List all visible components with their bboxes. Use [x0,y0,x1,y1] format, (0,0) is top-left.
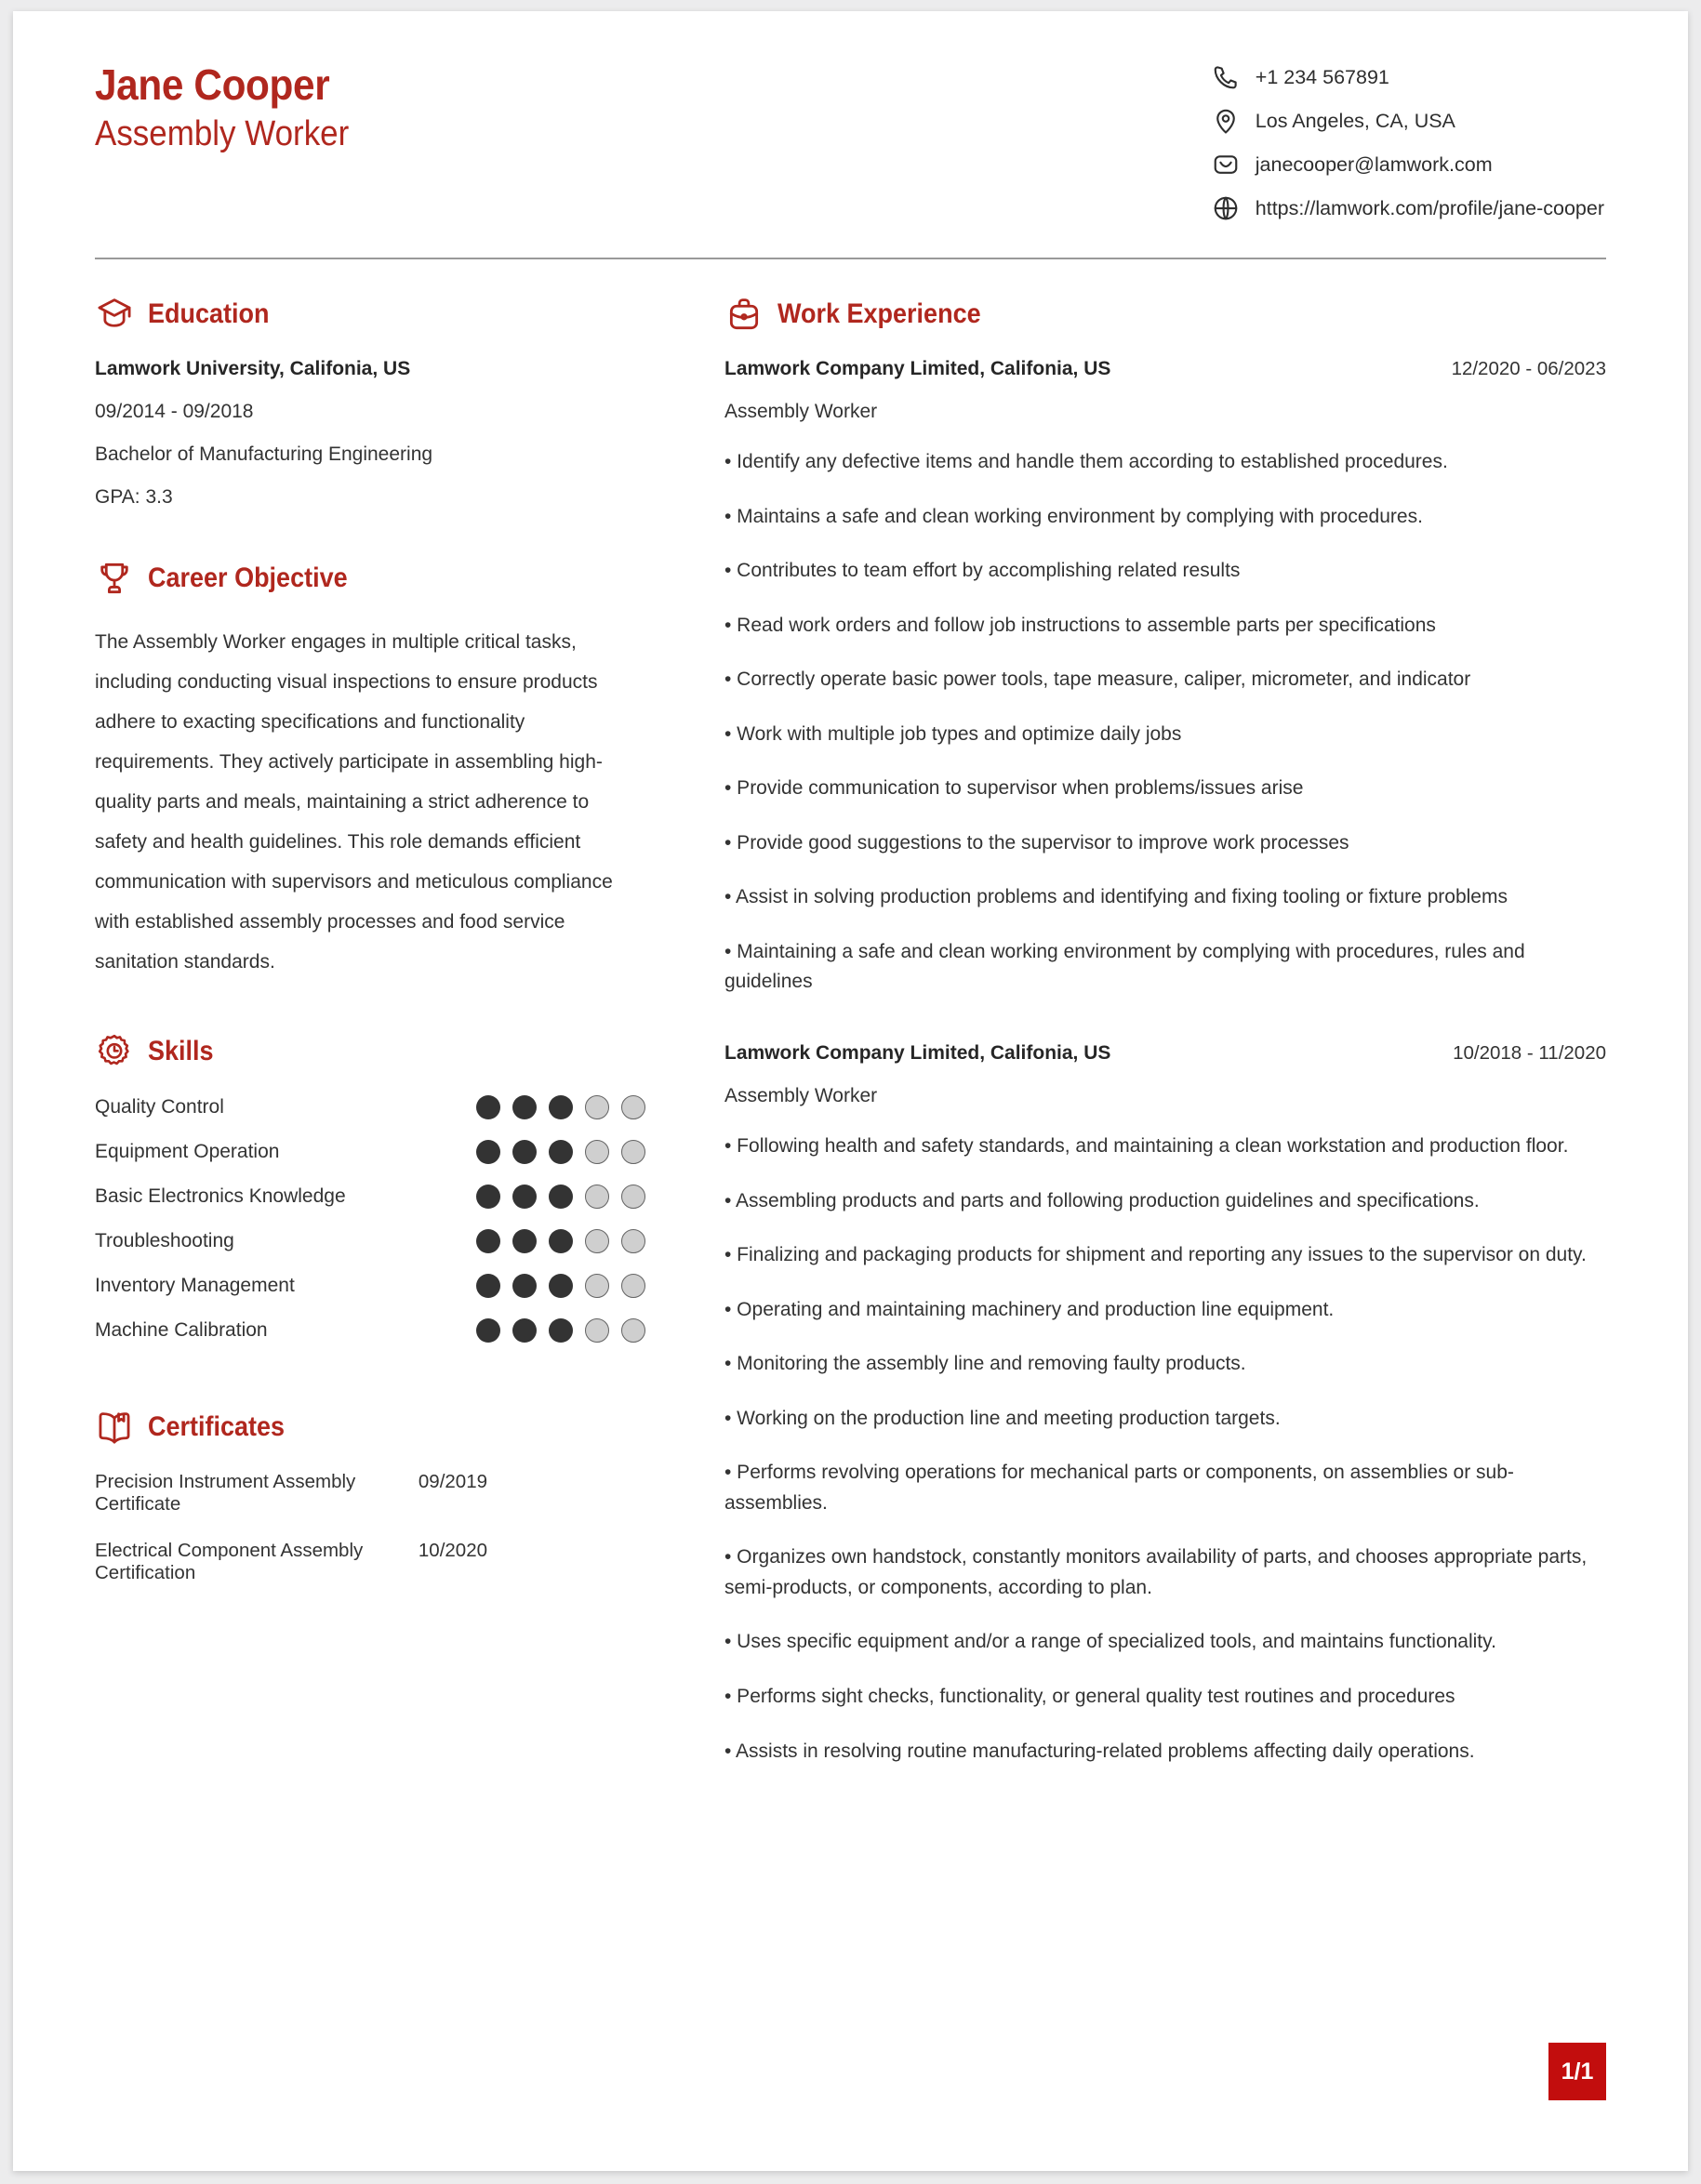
rating-dot-filled [549,1140,573,1164]
resume-header [95,11,1606,222]
trophy-icon [95,559,134,598]
skills-heading [95,1032,645,1071]
certificate-date: 10/2020 [418,1540,487,1562]
job-bullet: • Performs sight checks, functionality, or general quality test routines and procedures [724,1686,1455,1708]
job-bullet: • Correctly operate basic power tools, tape measure, caliper, micrometer, and indicator [724,668,1471,691]
job-bullet: • Monitoring the assembly line and removing faulty products. [724,1353,1246,1375]
spacer [95,982,645,1032]
website-value: https://lamwork.com/profile/jane-cooper [1255,196,1604,219]
globe-icon [1212,194,1240,222]
rating-dot-empty [621,1318,645,1343]
certificates-title: Certificates [148,1411,286,1443]
resume-page [13,11,1688,2171]
rating-dot-empty [621,1229,645,1253]
certificate-row [95,1540,645,1584]
education-dates: 09/2014 - 09/2018 [95,401,254,422]
contact-list [1212,63,1606,222]
job-entry [724,358,1606,998]
education-heading [95,295,645,334]
skill-rating [476,1140,645,1164]
rating-dot-empty [621,1274,645,1298]
right-column [671,295,1606,1791]
job-role: Assembly Worker [724,1085,878,1107]
skill-row [95,1229,645,1253]
rating-dot-filled [476,1095,500,1119]
education-school: Lamwork University, Califonia, US [95,358,411,379]
job-bullet: • Organizes own handstock, constantly monitors availability of parts, and chooses appropriate parts, semi-products, or components, according to plan. [724,1546,1588,1598]
job-header [724,358,1606,380]
job-bullet: • Operating and maintaining machinery and production line equipment. [724,1298,1335,1320]
work-experience-title: Work Experience [777,298,981,329]
job-bullet: • Identify any defective items and handle them according to established procedures. [724,451,1448,472]
contact-phone[interactable] [1212,63,1604,91]
rating-dot-filled [476,1274,500,1298]
job-company: Lamwork Company Limited, Califonia, US [724,1042,1111,1065]
job-bullet: • Finalizing and packaging products for shipment and reporting any issues to the supervisor on duty. [724,1244,1587,1266]
skills-title: Skills [148,1036,214,1067]
rating-dot-empty [585,1140,609,1164]
skill-label: Quality Control [95,1096,224,1118]
rating-dot-filled [512,1140,537,1164]
certificate-name: Precision Instrument Assembly Certificate [95,1471,356,1516]
education-title: Education [148,298,270,329]
skill-label: Troubleshooting [95,1230,234,1252]
job-bullet: • Maintaining a safe and clean working environment by complying with procedures, rules and guidelines [724,940,1525,993]
contact-location[interactable] [1212,107,1604,135]
phone-icon [1212,63,1240,91]
career-objective-heading [95,559,645,598]
rating-dot-filled [476,1318,500,1343]
education-section [95,295,645,509]
graduation-cap-icon [95,295,134,334]
rating-dot-empty [621,1140,645,1164]
skill-rating [476,1318,645,1343]
rating-dot-filled [512,1229,537,1253]
envelope-icon [1212,151,1240,179]
left-column [95,295,671,1791]
skill-label: Equipment Operation [95,1141,280,1163]
rating-dot-empty [621,1185,645,1209]
candidate-role: Assembly Worker [95,114,350,154]
career-objective-section [95,559,645,982]
job-bullet: • Maintains a safe and clean working environment by complying with procedures. [724,505,1423,527]
job-bullet: • Assists in resolving routine manufacturing-related problems affecting daily operations. [724,1740,1475,1762]
rating-dot-filled [549,1229,573,1253]
phone-value: +1 234 567891 [1255,65,1389,88]
job-bullet: • Provide communication to supervisor when problems/issues arise [724,777,1304,800]
career-objective-title: Career Objective [148,563,348,593]
certificates-section [95,1408,645,1584]
career-objective-text: The Assembly Worker engages in multiple critical tasks, including conducting visual inspections to ensure products adhere to exacting specifications and functionality requirements. They actively participate in assembling high-quality parts and meals, maintaining a strict adherence to safety and health guidelines. This role demands efficient communication with supervisors and meticulous compliance with established assembly processes and food service sanitation standards. [95,631,613,973]
spacer [95,509,645,559]
rating-dot-filled [549,1095,573,1119]
job-dates: 12/2020 - 06/2023 [1451,358,1606,379]
rating-dot-empty [585,1229,609,1253]
job-bullet: • Work with multiple job types and optimize daily jobs [724,722,1182,745]
certificates-heading [95,1408,645,1447]
rating-dot-filled [512,1318,537,1343]
job-role: Assembly Worker [724,401,878,422]
certificate-row [95,1471,645,1516]
job-entry [724,1042,1606,1767]
skill-rating [476,1229,645,1253]
work-experience-heading [724,295,1606,334]
job-bullet: • Provide good suggestions to the supervisor to improve work processes [724,831,1349,854]
skill-label: Basic Electronics Knowledge [95,1185,346,1208]
spacer [95,1363,645,1408]
resume-body [95,259,1606,1791]
identity-block [95,60,371,158]
skill-row [95,1095,645,1119]
skill-rating [476,1185,645,1209]
rating-dot-empty [585,1185,609,1209]
skill-row [95,1318,645,1343]
job-bullet: • Assembling products and parts and following production guidelines and specifications. [724,1189,1480,1211]
job-bullet: • Contributes to team effort by accomplishing related results [724,560,1241,582]
location-pin-icon [1212,107,1240,135]
skill-rating [476,1095,645,1119]
job-bullet: • Performs revolving operations for mechanical parts or components, on assemblies or sub-assemblies. [724,1462,1514,1514]
rating-dot-empty [621,1095,645,1119]
contact-website[interactable] [1212,194,1604,222]
education-gpa: GPA: 3.3 [95,486,173,508]
skill-rating [476,1274,645,1298]
rating-dot-filled [476,1140,500,1164]
page-number-badge: 1/1 [1548,2043,1606,2100]
gear-clock-icon [95,1032,134,1071]
skill-row [95,1274,645,1298]
job-bullet: • Read work orders and follow job instructions to assemble parts per specifications [724,614,1436,636]
email-value: janecooper@lamwork.com [1255,152,1493,176]
rating-dot-filled [512,1185,537,1209]
rating-dot-empty [585,1318,609,1343]
rating-dot-filled [549,1185,573,1209]
education-degree: Bachelor of Manufacturing Engineering [95,443,433,465]
job-bullet: • Assist in solving production problems and identifying and fixing tooling or fixture problems [724,886,1508,908]
job-header [724,1042,1606,1065]
rating-dot-filled [476,1185,500,1209]
job-dates: 10/2018 - 11/2020 [1453,1042,1606,1065]
skill-row [95,1185,645,1209]
rating-dot-empty [585,1095,609,1119]
rating-dot-filled [549,1318,573,1343]
certificate-name: Electrical Component Assembly Certification [95,1540,364,1584]
rating-dot-filled [549,1274,573,1298]
rating-dot-filled [512,1274,537,1298]
skill-label: Inventory Management [95,1275,295,1297]
skill-label: Machine Calibration [95,1319,268,1342]
candidate-name: Jane Cooper [95,60,330,109]
rating-dot-filled [476,1229,500,1253]
job-bullet: • Uses specific equipment and/or a range of specialized tools, and maintains functionality. [724,1631,1496,1653]
job-bullet: • Following health and safety standards, and maintaining a clean workstation and production floor. [724,1135,1569,1158]
rating-dot-filled [512,1095,537,1119]
open-book-icon [95,1408,134,1447]
location-value: Los Angeles, CA, USA [1255,109,1455,132]
job-bullet: • Working on the production line and meeting production targets. [724,1407,1281,1429]
skill-row [95,1140,645,1164]
briefcase-icon [724,295,764,334]
certificate-date: 09/2019 [418,1471,487,1493]
skills-section [95,1032,645,1343]
rating-dot-empty [585,1274,609,1298]
job-company: Lamwork Company Limited, Califonia, US [724,358,1111,379]
spacer [724,1022,1606,1042]
contact-email[interactable] [1212,151,1604,179]
